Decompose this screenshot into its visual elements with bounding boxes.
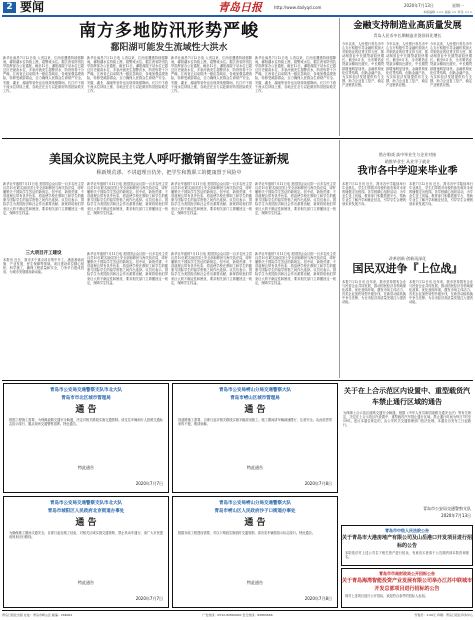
notice-title-line-1: 青岛市公安局崂山分局交通警察大队 (219, 501, 291, 506)
innovation-kicker: 改革创新 创新再深化 (388, 256, 427, 261)
column-divider (339, 140, 340, 378)
footer-left: 青岛日报社出版 社址：青岛市崂山区 邮编：266061 (2, 613, 73, 617)
notice-title-line-2: 青岛市市北区城市管理局 (61, 396, 111, 401)
notice-body: 根据工程施工需要，为保障道路交通安全畅通，决定对相关路段实施交通管制。请过往车辆和行人按照交通标志指示绕行，服从现场交通警察指挥。特此通告。 (9, 418, 163, 427)
section-title: 要闻 (20, 0, 45, 14)
paper-logo: 青岛日报 (218, 1, 262, 14)
masthead-rule (2, 15, 473, 17)
finance-body-col-1: 今年以来，人民银行青岛市中心支行积极引导金融机构加大对制造业的信贷支持力度，推动制造业中长期贷款较快增长。截至6月末，全市制造业贷款余额同比增长，中长期贷款增速明显加快。金融机构优化信贷结构，创新金融产品，为实体经济发展提供有力支撑，助力企业复工复产，稳定产业链供应链。 (342, 42, 384, 87)
paper-url: http://www.dailyqd.com (274, 5, 322, 10)
lead-body-col-2: 新华社南昌7月12日电 入汛以来，江西省遭遇持续强降雨，鄱阳湖水位持续上涨，超警戒水位。据江西省防汛抗旱指挥部办公室通报，截至12日，鄱阳湖星子站水位已超过历史最高水位，多条河流发生超警洪水，防汛形势十分严峻。江西省已启动防汛一级应急响应，各地加强巡堤查险，转移受威胁群众，全力确保人民群众生命财产安全。安徽、湖北、湖南等省份也出现持续强降雨，长江中下游干流水位持续上涨，各地正在全力以赴做好防汛抢险救灾工作。 (87, 56, 168, 93)
page-number-badge: 2 (3, 2, 16, 13)
notice-title-line-1: 青岛市公安局交通警察支队市北大队 (50, 388, 122, 393)
footer-right: 零售价：1.00元 印刷：青岛日报社印务中心 (414, 613, 473, 617)
finance-body-col-3: 今年以来，人民银行青岛市中心支行积极引导金融机构加大对制造业的信贷支持力度，推动制造业中长期贷款较快增长。截至6月末，全市制造业贷款余额同比增长，中长期贷款增速明显加快。金融机构优化信贷结构，创新金融产品，为实体经济发展提供有力支撑，助力企业复工复产，稳定产业链供应链。 (430, 42, 472, 87)
appraisal-title: 青岛市中级人民法院公告 (385, 528, 429, 533)
notice-signature: 特此通告 (247, 580, 263, 585)
notice-label: 通 告 (244, 405, 266, 415)
traffic-notice-signature: 青岛市公安局交通警察支队 (423, 506, 471, 511)
innovation-headline: 国民双进争『上位战』 (352, 262, 463, 275)
notice-title-line-2: 青岛市城阳区人民政府北京街道办事处 (47, 509, 125, 514)
notice-label: 通 告 (244, 518, 266, 528)
notice-signature: 特此通告 (247, 465, 263, 470)
column-divider (339, 18, 340, 136)
auction-title: 青岛市市南财政局公开招标公告 (379, 571, 435, 576)
notice-box (3, 383, 169, 493)
auction-body: 现对上述项目进行公开招标，欢迎符合条件的投标人参加。 (345, 594, 428, 598)
notice-body: 为确保施工期间交通安全，自即日起至施工结束，对相关区域实施交通管制，禁止机动车通行。请广大市民提前规划出行路线。 (9, 531, 163, 540)
appraisal-notice (341, 525, 473, 566)
lead-body-col-1: 新华社南昌7月12日电 入汛以来，江西省遭遇持续强降雨，鄱阳湖水位持续上涨，超警戒水位。据江西省防汛抗旱指挥部办公室通报，截至12日，鄱阳湖星子站水位已超过历史最高水位，多条河流发生超警洪水，防汛形势十分严峻。江西省已启动防汛一级应急响应，各地加强巡堤查险，转移受威胁群众，全力确保人民群众生命财产安全。安徽、湖北、湖南等省份也出现持续强降雨，长江中下游干流水位持续上涨，各地正在全力以赴做好防汛抢险救灾工作。 (3, 56, 84, 93)
left-column-title: 三大项目开工建设 (25, 251, 62, 256)
finance-subhead: 青岛人民币中长期制造业贷款同比增长 (373, 33, 442, 38)
lead-headline: 南方多地防汛形势严峻 (79, 21, 259, 41)
traffic-notice-date: 2020年7月13日 (441, 513, 471, 518)
notice-title-line-1: 青岛市公安局崂山分局交通警察大队 (219, 388, 291, 393)
us-continued-col-2: 新华社华盛顿7月11日电 美国国会众议院一百多名民主党议员10日联名致信国土安全部和移民与海关执法局，呼吁撤销关于国际学生签证的新规定。信中说，新规荒谬、不讲道理且带有仇外色彩，将迫使学校在教职工和学生的健康与国际学生的留学资格之间作出选择。议员们表示，国际学生为美国经济和社会作出重要贡献，新规将给他们带来巨大的不确定性和困扰，要求相关部门立即撤回这一规定，保障学生权益。 (171, 252, 252, 285)
notice-date: 2020年7月7日 (135, 481, 163, 486)
traffic-notice-headline: 关于在上合示范区内设置中、重型载货汽车禁止通行区域的通告 (344, 386, 470, 406)
notice-label: 通 告 (75, 518, 97, 528)
lead-body-col-4: 新华社南昌7月12日电 入汛以来，江西省遭遇持续强降雨，鄱阳湖水位持续上涨，超警戒水位。据江西省防汛抗旱指挥部办公室通报，截至12日，鄱阳湖星子站水位已超过历史最高水位，多条河流发生超警洪水，防汛形势十分严峻。江西省已启动防汛一级应急响应，各地加强巡堤查险，转移受威胁群众，全力确保人民群众生命财产安全。安徽、湖北、湖南等省份也出现持续强降雨，长江中下游干流水位持续上涨，各地正在全力以赴做好防汛抢险救灾工作。 (255, 56, 336, 93)
notice-body: 根据市政工程建设需要，对以下路段实施临时交通管制，请各类车辆按指示标志绕行。特此通告。 (178, 531, 316, 535)
section-rule (2, 138, 473, 139)
notice-title-line-1: 青岛市公安局交通警察支队市北大队 (50, 501, 122, 506)
notice-date: 2020年7月8日 (304, 481, 332, 486)
issue-weekday: 星期一 (452, 3, 464, 8)
finance-body-col-2: 今年以来，人民银行青岛市中心支行积极引导金融机构加大对制造业的信贷支持力度，推动制造业中长期贷款较快增长。截至6月末，全市制造业贷款余额同比增长，中长期贷款增速明显加快。金融机构优化信贷结构，创新金融产品，为实体经济发展提供有力支撑，助力企业复工复产，稳定产业链供应链。 (386, 42, 428, 87)
auction-notice (341, 568, 473, 608)
appraisal-body: 本院依法对上述公司名下相关资产进行拍卖，有意竞买者请于公告期内到本院咨询报名。 (345, 551, 469, 560)
issue-date: 2020年7月13日 (404, 3, 434, 8)
notice-box (172, 496, 338, 608)
section-rule (2, 380, 473, 381)
left-column-body: 本报讯 近日，我市多个重点项目集中开工，涵盖基础设施、产业发展、民生保障等领域。项目建设单位精心组织，科学施工，确保工程质量和安全，力争早日建成投用，为城市发展增添新动能。 (3, 258, 84, 275)
innovation-body-col-1: 本报7月12日讯 近年来，我市坚持国有企业与民营企业共同发展，推动国民经济各领域深化改革，优化营商环境，激发市场主体活力。各类企业加快转型升级步伐，在新旧动能转换中争当先锋，为全市经济高质量发展注入强劲动能。 (342, 280, 406, 305)
notice-title-line-2: 青岛市崂山区城市管理局 (230, 396, 280, 401)
lead-subhead: 鄱阳湖可能发生流域性大洪水 (110, 43, 228, 53)
innovation-body-col-2: 本报7月12日讯 近年来，我市坚持国有企业与民营企业共同发展，推动国民经济各领域深化改革，优化营商环境，激发市场主体活力。各类企业加快转型升级步伐，在新旧动能转换中争当先锋，为全市经济高质量发展注入强劲动能。 (409, 280, 473, 305)
us-body-col-2: 新华社华盛顿7月11日电 美国国会众议院一百多名民主党议员10日联名致信国土安全部和移民与海关执法局，呼吁撤销关于国际学生签证的新规定。信中说，新规荒谬、不讲道理且带有仇外色彩，将迫使学校在教职工和学生的健康与国际学生的留学资格之间作出选择。议员们表示，国际学生为美国经济和社会作出重要贡献，新规将给他们带来巨大的不确定性和困扰，要求相关部门立即撤回这一规定，保障学生权益。 (87, 182, 168, 215)
notice-date: 2020年7月8日 (304, 596, 332, 601)
us-continued-col-1: 新华社华盛顿7月11日电 美国国会众议院一百多名民主党议员10日联名致信国土安全部和移民与海关执法局，呼吁撤销关于国际学生签证的新规定。信中说，新规荒谬、不讲道理且带有仇外色彩，将迫使学校在教职工和学生的健康与国际学生的留学资格之间作出选择。议员们表示，国际学生为美国经济和社会作出重要贡献，新规将给他们带来巨大的不确定性和困扰，要求相关部门立即撤回这一规定，保障学生权益。 (87, 252, 168, 285)
us-headline: 美国众议院民主党人呼吁撤销留学生签证新规 (48, 152, 289, 166)
auction-headline: 关于青岛海湾智能投资产业发展有限公司举办江苏中联城市开发总部项目进行招标的公告 (342, 578, 472, 592)
jobs-body-col-1: 本报7月12日讯 近日，我市各中学陆续举行毕业典礼，学生们带着对母校的眷恋和对未来的憧憬走出校园。各学校精心组织活动，为毕业生送上祝福。教育部门积极搭建平台，帮助毕业生了解升学和就业信息，引导学生合理规划未来发展方向。 (342, 182, 406, 207)
us-continued-col-3: 新华社华盛顿7月11日电 美国国会众议院一百多名民主党议员10日联名致信国土安全部和移民与海关执法局，呼吁撤销关于国际学生签证的新规定。信中说，新规荒谬、不讲道理且带有仇外色彩，将迫使学校在教职工和学生的健康与国际学生的留学资格之间作出选择。议员们表示，国际学生为美国经济和社会作出重要贡献，新规将给他们带来巨大的不确定性和困扰，要求相关部门立即撤回这一规定，保障学生权益。 (255, 252, 336, 285)
traffic-notice (341, 383, 473, 523)
jobs-body-col-2: 本报7月12日讯 近日，我市各中学陆续举行毕业典礼，学生们带着对母校的眷恋和对未来的憧憬走出校园。各学校精心组织活动，为毕业生送上祝福。教育部门积极搭建平台，帮助毕业生了解升学和就业信息，引导学生合理规划未来发展方向。 (409, 182, 473, 207)
traffic-notice-body: 为保障上合示范区道路交通安全畅通，根据《中华人民共和国道路交通安全法》等有关规定，决定在上合示范区内设置中、重型载货汽车禁止通行区域。禁止通行时间为每日7时至19时。违反本通告规定的，由公安机关交通管理部门依法处理。本通告自发布之日起施行。 (343, 411, 471, 428)
notice-signature: 特此通告 (78, 465, 94, 470)
notice-box (172, 383, 338, 493)
notice-signature: 特此通告 (78, 580, 94, 585)
us-body-col-4: 新华社华盛顿7月11日电 美国国会众议院一百多名民主党议员10日联名致信国土安全部和移民与海关执法局，呼吁撤销关于国际学生签证的新规定。信中说，新规荒谬、不讲道理且带有仇外色彩，将迫使学校在教职工和学生的健康与国际学生的留学资格之间作出选择。议员们表示，国际学生为美国经济和社会作出重要贡献，新规将给他们带来巨大的不确定性和困扰，要求相关部门立即撤回这一规定，保障学生权益。 (255, 182, 336, 215)
us-body-col-3: 新华社华盛顿7月11日电 美国国会众议院一百多名民主党议员10日联名致信国土安全部和移民与海关执法局，呼吁撤销关于国际学生签证的新规定。信中说，新规荒谬、不讲道理且带有仇外色彩，将迫使学校在教职工和学生的健康与国际学生的留学资格之间作出选择。议员们表示，国际学生为美国经济和社会作出重要贡献，新规将给他们带来巨大的不确定性和困扰，要求相关部门立即撤回这一规定，保障学生权益。 (171, 182, 252, 215)
notice-label: 通 告 (75, 405, 97, 415)
finance-headline: 金融支持制造业高质量发展 (353, 21, 462, 31)
us-subhead: 称新规荒谬、不讲道理且仇外，把学生和教职工的健康置于风险中 (96, 170, 242, 176)
lead-body-col-3: 新华社南昌7月12日电 入汛以来，江西省遭遇持续强降雨，鄱阳湖水位持续上涨，超警戒水位。据江西省防汛抗旱指挥部办公室通报，截至12日，鄱阳湖星子站水位已超过历史最高水位，多条河流发生超警洪水，防汛形势十分严峻。江西省已启动防汛一级应急响应，各地加强巡堤查险，转移受威胁群众，全力确保人民群众生命财产安全。安徽、湖北、湖南等省份也出现持续强降雨，长江中下游干流水位持续上涨，各地正在全力以赴做好防汛抢险救灾工作。 (171, 56, 252, 93)
us-body-col-1: 新华社华盛顿7月11日电 美国国会众议院一百多名民主党议员10日联名致信国土安全部和移民与海关执法局，呼吁撤销关于国际学生签证的新规定。信中说，新规荒谬、不讲道理且带有仇外色彩，将迫使学校在教职工和学生的健康与国际学生的留学资格之间作出选择。议员们表示，国际学生为美国经济和社会作出重要贡献，新规将给他们带来巨大的不确定性和困扰，要求相关部门立即撤回这一规定，保障学生权益。 (3, 182, 84, 215)
jobs-headline: 我市各中学迎来毕业季 (357, 166, 458, 177)
notice-box (3, 496, 169, 608)
editor-line: 本版编辑 ××× 美编 ×× 审读 ××× (423, 10, 472, 14)
notice-date: 2020年7月7日 (135, 596, 163, 601)
notice-body: 因道路施工需要，自即日起对相关路段实施半幅封闭施工。施工期间请车辆减速慢行，注意安全。由此给您带来的不便，敬请谅解。 (178, 418, 332, 427)
notice-title-line-2: 青岛市崂山区人民政府沙子口街道办事处 (214, 509, 296, 514)
footer-mid: 广告热线：0532-82860000 发行热线：82860666 (202, 613, 273, 617)
jobs-kicker: 搭台唱戏 高中毕业生与企业对接 (378, 152, 437, 157)
jobs-kicker-2: 助推毕业生 从业学子就业 (384, 159, 431, 164)
appraisal-headline: 关于青岛市大港房地产有限公司及山岳港口开发项目进行招标的公告 (342, 535, 472, 549)
masthead (0, 0, 475, 15)
